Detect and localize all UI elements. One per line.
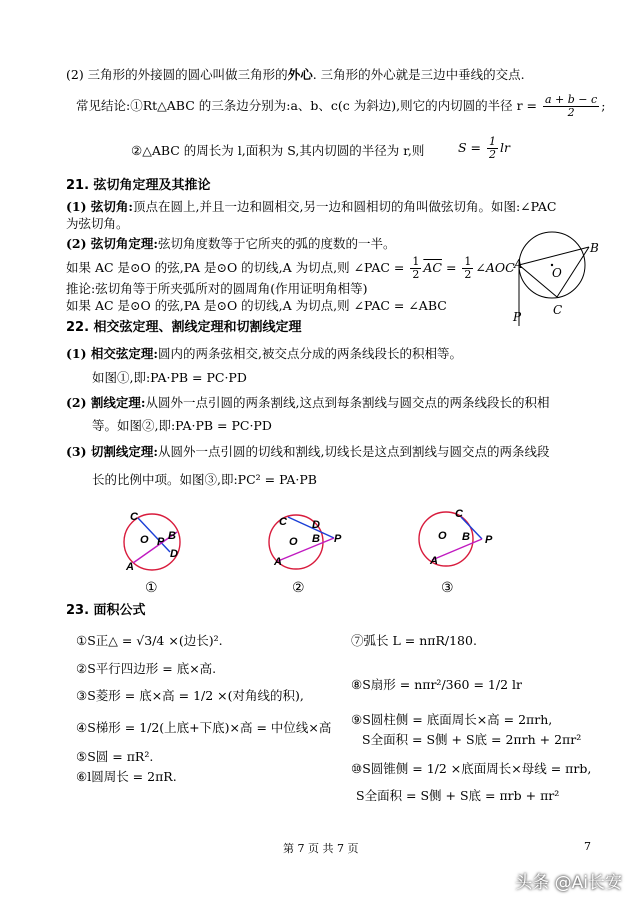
chord-ab	[519, 247, 589, 265]
half-fraction	[462, 256, 473, 281]
numerator: 1	[412, 255, 420, 268]
term-circumcenter: 外心	[287, 67, 313, 82]
fig3-label-c: C	[455, 508, 463, 520]
half-fraction	[410, 256, 421, 281]
page-indicator: 第 7 页 共 7 页	[283, 842, 359, 855]
label: (1) 相交弦定理:	[66, 346, 158, 361]
formula-cylinder-lateral: ⑨S圆柱侧 = 底面周长×高 = 2πrh,	[351, 712, 553, 727]
fig21-label-b: B	[590, 241, 599, 255]
fig1-label-b: B	[168, 530, 176, 542]
chord-tangent-theorem	[66, 236, 396, 252]
formula-trapezoid: ④S梯形 = 1/2(上底+下底)×高 = 中位线×高	[76, 720, 332, 735]
fig1-label-d: D	[170, 548, 178, 560]
text: 从圆外一点引圆的两条割线,这点到每条割线与圆交点的两条线段长的积相	[145, 395, 550, 410]
label: (2) 弦切角定理:	[66, 236, 158, 251]
corollary-formula: 如果 AC 是⊙O 的弦,PA 是⊙O 的切线,A 为切点,则 ∠PAC = ∠ABC	[66, 298, 447, 313]
denominator: 2	[412, 268, 420, 281]
text: ②△ABC 的周长为 l,面积为 S,其内切圆的半径为 r,则	[131, 143, 425, 158]
fig3-label-o: O	[438, 530, 447, 542]
figure-number-3: ③	[441, 580, 454, 596]
text: 顶点在圆上,并且一边和圆相交,另一边和圆相切的角叫做弦切角。如图:∠PAC	[133, 199, 557, 214]
label: (3) 切割线定理:	[66, 444, 158, 459]
text: 从圆外一点引圆的切线和割线,切线长是这点到割线与圆交点的两条线段	[158, 444, 550, 459]
text: 如果 AC 是⊙O 的弦,PA 是⊙O 的切线,A 为切点,则 ∠PAC =	[66, 260, 405, 275]
perimeter-area-line	[131, 143, 424, 159]
area-formula	[458, 136, 510, 161]
fig2-label-d: D	[312, 519, 320, 531]
arc-ac: $\overline{AC}$	[423, 260, 442, 275]
text: ;	[601, 98, 606, 113]
fig2-label-c: C	[279, 516, 287, 528]
denominator: 2	[464, 268, 472, 281]
fig1-label-a: A	[126, 561, 134, 573]
formula-equilateral-triangle: ①S正△ = √3/4 ×(边长)².	[76, 633, 223, 648]
tangent-secant-theorem	[66, 444, 549, 460]
formula-cone-lateral: ⑩S圆锥侧 = 1/2 ×底面周长×母线 = πrb,	[351, 761, 592, 776]
fig3-label-a: A	[430, 555, 438, 567]
text: 常见结论:①Rt△ABC 的三条边分别为:a、b、c(c 为斜边),则它的内切圆的半径 r =	[76, 98, 538, 113]
formula-cone-total: S全面积 = S侧 + S底 = πrb + πr²	[356, 788, 560, 803]
formula-rhombus: ③S菱形 = 底×高 = 1/2 ×(对角线的积),	[76, 688, 304, 703]
formula-arc-length: ⑦弧长 L = nπR/180.	[351, 633, 477, 648]
fig3-label-b: B	[462, 531, 470, 543]
formula-sector-area: ⑧S扇形 = nπr²/360 = 1/2 lr	[351, 677, 522, 692]
label: (2) 割线定理:	[66, 395, 146, 410]
text: =	[445, 260, 457, 275]
figure-number-2: ②	[292, 580, 305, 596]
chord-tangent-angle-def-cont: 为弦切角。	[66, 216, 129, 231]
text: lr	[500, 140, 510, 155]
fig21-label-c: C	[553, 303, 563, 317]
angle-aoc: ∠AOC	[475, 260, 515, 275]
inradius-fraction	[543, 94, 599, 119]
numerator: a + b − c	[545, 93, 598, 106]
section-23-heading: 23. 面积公式	[66, 603, 146, 618]
inradius-conclusion	[76, 94, 605, 119]
fig2-label-p: P	[334, 533, 342, 545]
denominator: 2	[567, 106, 575, 119]
numerator: 1	[464, 255, 472, 268]
section-21-heading: 21. 弦切角定理及其推论	[66, 178, 211, 193]
denominator: 2	[489, 148, 496, 161]
text: (2) 三角形的外接圆的圆心叫做三角形的	[66, 67, 288, 82]
secant-theorem	[66, 395, 549, 411]
secant-pa	[278, 538, 334, 561]
intersecting-chords-theorem	[66, 346, 462, 362]
fig21-label-a: A	[514, 257, 523, 271]
fig21-label-o: O	[552, 266, 562, 280]
formula-cylinder-total: S全面积 = S侧 + S底 = 2πrh + 2πr²	[362, 732, 582, 747]
chord-tangent-angle-def	[66, 199, 557, 215]
section-22-heading: 22. 相交弦定理、割线定理和切割线定理	[66, 320, 302, 335]
text: . 三角形的外心就是三边中垂线的交点.	[312, 67, 525, 82]
formula-circle-area: ⑤S圆 = πR².	[76, 749, 154, 764]
page-number: 7	[584, 840, 591, 853]
figure-number-1: ①	[145, 580, 158, 596]
secant-eq: 等。如图②,即:PA·PB = PC·PD	[92, 418, 272, 433]
corollary: 推论:弦切角等于所夹弧所对的圆周角(作用证明角相等)	[66, 281, 368, 296]
half-fraction	[487, 136, 498, 161]
chord-tangent-formula	[66, 256, 515, 281]
fig2-label-b: B	[312, 533, 320, 545]
text: 圆内的两条弦相交,被交点分成的两条线段长的积相等。	[158, 346, 462, 361]
tangent-secant-eq: 长的比例中项。如图③,即:PC² = PA·PB	[92, 472, 317, 487]
intersecting-chords-eq: 如图①,即:PA·PB = PC·PD	[92, 370, 247, 385]
formula-parallelogram: ②S平行四边形 = 底×高.	[76, 661, 217, 676]
label: (1) 弦切角:	[66, 199, 133, 214]
formula-circumference: ⑥l圆周长 = 2πR.	[76, 769, 177, 784]
text: 弦切角度数等于它所夹的弧的度数的一半。	[158, 236, 396, 251]
fig1-label-o: O	[140, 534, 149, 546]
numerator: 1	[489, 135, 496, 148]
fig2-label-a: A	[274, 556, 282, 568]
watermark: 头条 @Ai长安	[515, 873, 622, 893]
fig2-label-o: O	[289, 536, 298, 548]
fig21-label-p: P	[513, 310, 522, 324]
fig1-label-c: C	[130, 511, 138, 523]
circumcenter-line	[66, 67, 525, 83]
fig1-label-p: P	[157, 536, 165, 548]
text: S =	[458, 140, 482, 155]
fig3-label-p: P	[485, 534, 493, 546]
